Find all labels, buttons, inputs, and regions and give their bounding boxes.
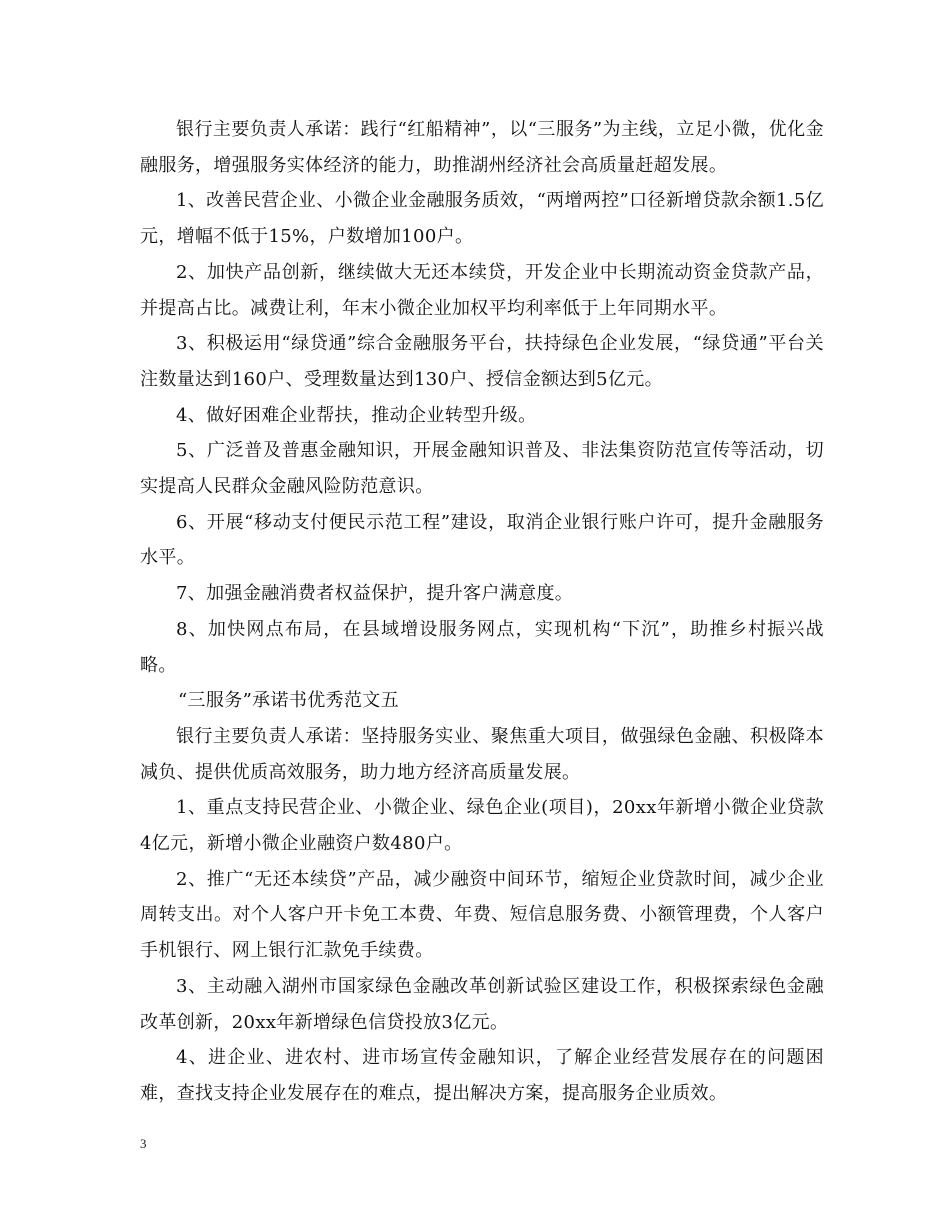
page-number: 3 bbox=[140, 1136, 147, 1151]
paragraph-item-2: 2、加快产品创新，继续做大无还本续贷，开发企业中长期流动资金贷款产品，并提高占比。减费让利，年末小微企业加权平均利率低于上年同期水平。 bbox=[140, 261, 824, 319]
section-heading: “三服务”承诺书优秀范文五 bbox=[178, 690, 399, 712]
paragraph-item-1: 1、改善民营企业、小微企业金融服务质效，“两增两控”口径新增贷款余额1.5亿元，增幅不低于15%，户数增加100户。 bbox=[140, 190, 824, 248]
document-body bbox=[140, 112, 824, 1112]
paragraph-section-item-4: 4、进企业、进农村、进市场宣传金融知识，了解企业经营发展存在的问题困难，查找支持企业发展存在的难点，提出解决方案，提高服务企业质效。 bbox=[140, 1047, 824, 1104]
paragraph-section-commitment: 银行主要负责人承诺：坚持服务实业、聚焦重大项目，做强绿色金融、积极降本减负、提供优质高效服务，助力地方经济高质量发展。 bbox=[140, 725, 824, 783]
paragraph-section-item-3: 3、主动融入湖州市国家绿色金融改革创新试验区建设工作，积极探索绿色金融改革创新，20xx年新增绿色信贷投放3亿元。 bbox=[140, 975, 824, 1033]
paragraph-section-item-1: 1、重点支持民营企业、小微企业、绿色企业(项目)，20xx年新增小微企业贷款4亿元，新增小微企业融资户数480户。 bbox=[140, 797, 824, 855]
paragraph-item-3: 3、积极运用“绿贷通”综合金融服务平台，扶持绿色企业发展，“绿贷通”平台关注数量达到160户、受理数量达到130户、授信金额达到5亿元。 bbox=[140, 333, 824, 390]
paragraph-item-6: 6、开展“移动支付便民示范工程”建设，取消企业银行账户许可，提升金融服务水平。 bbox=[140, 511, 824, 569]
paragraph-item-7: 7、加强金融消费者权益保护，提升客户满意度。 bbox=[176, 583, 574, 605]
paragraph-item-5: 5、广泛普及普惠金融知识，开展金融知识普及、非法集资防范宣传等活动，切实提高人民群众金融风险防范意识。 bbox=[140, 440, 824, 498]
paragraph-item-8: 8、加快网点布局，在县域增设服务网点，实现机构“下沉”，助推乡村振兴战略。 bbox=[140, 618, 824, 676]
paragraph-section-item-2: 2、推广“无还本续贷”产品，减少融资中间环节，缩短企业贷款时间，减少企业周转支出。对个人客户开卡免工本费、年费、短信息服务费、小额管理费，个人客户手机银行、网上银行汇款免手续费。 bbox=[140, 868, 824, 962]
paragraph-intro-commitment: 银行主要负责人承诺：践行“红船精神”，以“三服务”为主线，立足小微，优化金融服务，增强服务实体经济的能力，助推湖州经济社会高质量赶超发展。 bbox=[140, 119, 824, 176]
paragraph-item-4: 4、做好困难企业帮扶，推动企业转型升级。 bbox=[176, 404, 537, 426]
